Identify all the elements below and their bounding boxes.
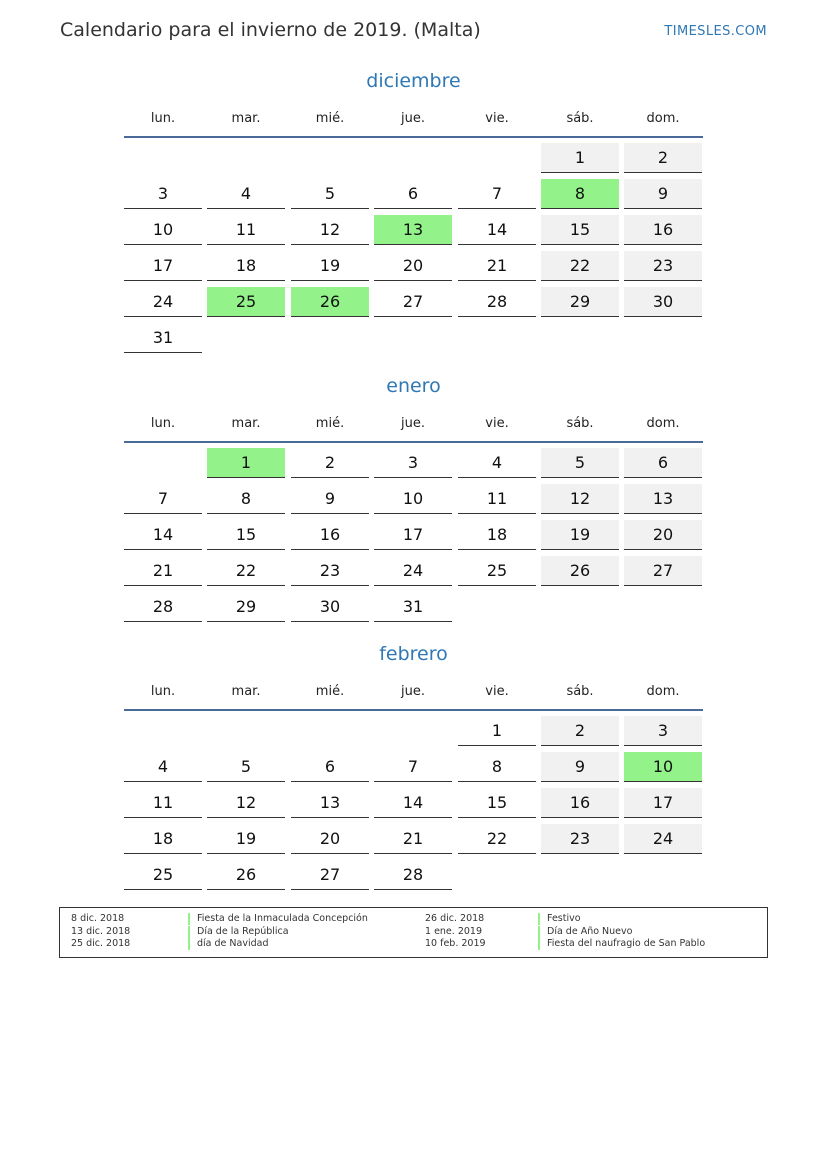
day-cell[interactable]: 3 xyxy=(374,448,452,478)
legend-date: 10 feb. 2019 xyxy=(425,938,486,949)
weekday-label: vie. xyxy=(485,416,509,431)
day-cell[interactable]: 18 xyxy=(207,251,285,281)
day-cell[interactable]: 22 xyxy=(458,824,536,854)
day-cell[interactable]: 26 xyxy=(207,860,285,890)
holiday-legend xyxy=(59,907,768,958)
day-cell[interactable]: 18 xyxy=(458,520,536,550)
weekday-label: jue. xyxy=(401,416,425,431)
day-cell[interactable]: 11 xyxy=(207,215,285,245)
weekday-label: lun. xyxy=(150,684,176,699)
day-cell[interactable]: 3 xyxy=(124,179,202,209)
day-cell[interactable]: 22 xyxy=(207,556,285,586)
day-cell[interactable]: 5 xyxy=(291,179,369,209)
day-cell[interactable]: 25 xyxy=(458,556,536,586)
weekday-label: mié. xyxy=(315,111,345,126)
day-cell[interactable]: 8 xyxy=(207,484,285,514)
day-cell[interactable]: 24 xyxy=(374,556,452,586)
holiday-day-cell[interactable]: 25 xyxy=(207,287,285,317)
day-cell[interactable]: 20 xyxy=(374,251,452,281)
weekday-label: mar. xyxy=(231,416,261,431)
weekday-label: dom. xyxy=(646,111,680,126)
legend-holiday-name: día de Navidad xyxy=(188,938,268,950)
legend-date: 1 ene. 2019 xyxy=(425,925,482,937)
day-cell[interactable]: 29 xyxy=(541,287,619,317)
day-cell[interactable]: 14 xyxy=(124,520,202,550)
month-title: febrero xyxy=(379,643,448,665)
weekday-label: sáb. xyxy=(566,684,594,699)
day-cell[interactable]: 23 xyxy=(291,556,369,586)
weekday-label: dom. xyxy=(646,684,680,699)
legend-date: 13 dic. 2018 xyxy=(71,925,131,937)
day-cell[interactable]: 5 xyxy=(541,448,619,478)
legend-date: 25 dic. 2018 xyxy=(71,938,131,949)
day-cell[interactable]: 13 xyxy=(624,484,702,514)
day-cell[interactable]: 6 xyxy=(624,448,702,478)
weekday-label: lun. xyxy=(150,416,176,431)
month-title: enero xyxy=(386,375,441,397)
day-cell[interactable]: 9 xyxy=(624,179,702,209)
day-cell[interactable]: 28 xyxy=(458,287,536,317)
day-cell[interactable]: 9 xyxy=(291,484,369,514)
weekday-label: vie. xyxy=(485,684,509,699)
day-cell[interactable]: 15 xyxy=(207,520,285,550)
legend-holiday-name: Festivo xyxy=(538,913,581,925)
day-cell[interactable]: 25 xyxy=(124,860,202,890)
day-cell[interactable]: 22 xyxy=(541,251,619,281)
day-cell[interactable]: 1 xyxy=(541,143,619,173)
day-cell[interactable]: 24 xyxy=(624,824,702,854)
day-cell[interactable]: 27 xyxy=(291,860,369,890)
day-cell[interactable]: 28 xyxy=(374,860,452,890)
weekday-label: jue. xyxy=(401,684,425,699)
day-cell[interactable]: 21 xyxy=(458,251,536,281)
day-cell[interactable]: 12 xyxy=(541,484,619,514)
holiday-day-cell[interactable]: 10 xyxy=(624,752,702,782)
month-title: diciembre xyxy=(366,70,461,92)
day-cell[interactable]: 3 xyxy=(624,716,702,746)
day-cell[interactable]: 17 xyxy=(374,520,452,550)
page-title: Calendario para el invierno de 2019. (Malta) xyxy=(60,19,481,41)
day-cell[interactable]: 4 xyxy=(458,448,536,478)
day-cell[interactable]: 7 xyxy=(458,179,536,209)
day-cell[interactable]: 9 xyxy=(541,752,619,782)
weekday-label: jue. xyxy=(401,111,425,126)
legend-date: 26 dic. 2018 xyxy=(425,913,485,924)
header-rule xyxy=(124,441,703,443)
legend-holiday-name: Día de Año Nuevo xyxy=(538,926,632,938)
day-cell[interactable]: 16 xyxy=(624,215,702,245)
weekday-label: mié. xyxy=(315,684,345,699)
day-cell[interactable]: 5 xyxy=(207,752,285,782)
day-cell[interactable]: 21 xyxy=(374,824,452,854)
day-cell[interactable]: 7 xyxy=(374,752,452,782)
day-cell[interactable]: 16 xyxy=(291,520,369,550)
day-cell[interactable]: 15 xyxy=(458,788,536,818)
day-cell[interactable]: 30 xyxy=(291,592,369,622)
day-cell[interactable]: 23 xyxy=(624,251,702,281)
day-cell[interactable]: 26 xyxy=(541,556,619,586)
day-cell[interactable]: 31 xyxy=(374,592,452,622)
day-cell[interactable]: 12 xyxy=(207,788,285,818)
weekday-label: mié. xyxy=(315,416,345,431)
day-cell[interactable]: 28 xyxy=(124,592,202,622)
weekday-label: sáb. xyxy=(566,416,594,431)
holiday-day-cell[interactable]: 26 xyxy=(291,287,369,317)
day-cell[interactable]: 6 xyxy=(291,752,369,782)
weekday-label: vie. xyxy=(485,111,509,126)
legend-holiday-name: Fiesta de la Inmaculada Concepción xyxy=(188,913,368,925)
day-cell[interactable]: 18 xyxy=(124,824,202,854)
day-cell[interactable]: 14 xyxy=(458,215,536,245)
day-cell[interactable]: 10 xyxy=(124,215,202,245)
legend-date: 8 dic. 2018 xyxy=(71,913,125,924)
day-cell[interactable]: 30 xyxy=(624,287,702,317)
day-cell[interactable]: 16 xyxy=(541,788,619,818)
day-cell[interactable]: 19 xyxy=(207,824,285,854)
weekday-label: mar. xyxy=(231,684,261,699)
weekday-label: sáb. xyxy=(566,111,594,126)
day-cell[interactable]: 4 xyxy=(124,752,202,782)
day-cell[interactable]: 19 xyxy=(541,520,619,550)
day-cell[interactable]: 7 xyxy=(124,484,202,514)
day-cell[interactable]: 19 xyxy=(291,251,369,281)
day-cell[interactable]: 11 xyxy=(124,788,202,818)
header-rule xyxy=(124,136,703,138)
day-cell[interactable]: 23 xyxy=(541,824,619,854)
day-cell[interactable]: 20 xyxy=(624,520,702,550)
holiday-day-cell[interactable]: 1 xyxy=(207,448,285,478)
day-cell[interactable]: 17 xyxy=(124,251,202,281)
day-cell[interactable]: 1 xyxy=(458,716,536,746)
day-cell[interactable]: 14 xyxy=(374,788,452,818)
day-cell[interactable]: 6 xyxy=(374,179,452,209)
day-cell[interactable]: 29 xyxy=(207,592,285,622)
holiday-day-cell[interactable]: 8 xyxy=(541,179,619,209)
legend-holiday-name: Día de la República xyxy=(188,926,289,938)
brand-link[interactable]: TIMESLES.COM xyxy=(664,24,767,39)
day-cell[interactable]: 17 xyxy=(624,788,702,818)
day-cell[interactable]: 27 xyxy=(624,556,702,586)
day-cell[interactable]: 11 xyxy=(458,484,536,514)
day-cell[interactable]: 2 xyxy=(541,716,619,746)
legend-holiday-name: Fiesta del naufragio de San Pablo xyxy=(538,938,705,950)
weekday-label: dom. xyxy=(646,416,680,431)
day-cell[interactable]: 8 xyxy=(458,752,536,782)
day-cell[interactable]: 24 xyxy=(124,287,202,317)
day-cell[interactable]: 2 xyxy=(291,448,369,478)
day-cell[interactable]: 21 xyxy=(124,556,202,586)
weekday-label: lun. xyxy=(150,111,176,126)
holiday-day-cell[interactable]: 13 xyxy=(374,215,452,245)
weekday-label: mar. xyxy=(231,111,261,126)
day-cell[interactable]: 10 xyxy=(374,484,452,514)
header-rule xyxy=(124,709,703,711)
day-cell[interactable]: 27 xyxy=(374,287,452,317)
day-cell[interactable]: 4 xyxy=(207,179,285,209)
day-cell[interactable]: 12 xyxy=(291,215,369,245)
day-cell[interactable]: 15 xyxy=(541,215,619,245)
day-cell[interactable]: 20 xyxy=(291,824,369,854)
day-cell[interactable]: 2 xyxy=(624,143,702,173)
day-cell[interactable]: 31 xyxy=(124,323,202,353)
day-cell[interactable]: 13 xyxy=(291,788,369,818)
